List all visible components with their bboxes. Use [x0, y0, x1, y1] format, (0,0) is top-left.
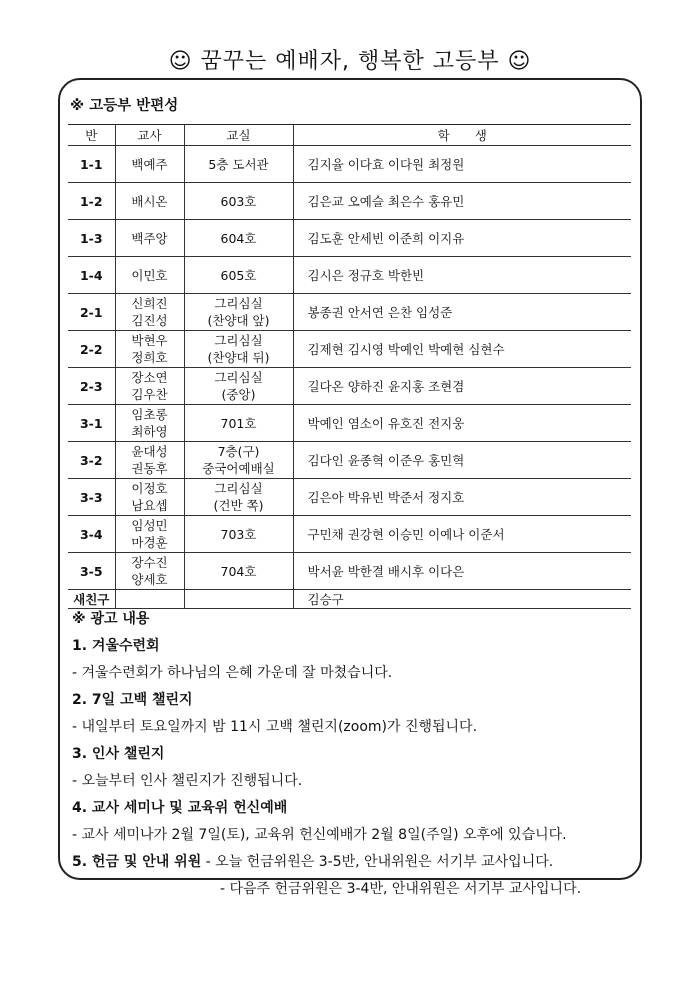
students-cell: 박서윤 박한결 배시후 이다은: [293, 553, 631, 590]
room-cell: 그리심실 (중앙): [184, 368, 293, 405]
col-header-students: 학 생: [293, 125, 631, 146]
room-cell: 그리심실 (찬양대 뒤): [184, 331, 293, 368]
ad-item-body: - 교사 세미나가 2월 7일(토), 교육위 헌신예배가 2월 8일(주일) 오후에 있습니다.: [72, 827, 567, 843]
col-header-room: 교실: [184, 125, 293, 146]
class-section-heading: ※ 고등부 반편성: [70, 98, 179, 114]
students-cell: 김도훈 안세빈 이준희 이지유: [293, 220, 631, 257]
room-cell: 그리심실 (찬양대 앞): [184, 294, 293, 331]
room-cell: 603호: [184, 183, 293, 220]
class-table: [68, 124, 631, 609]
students-cell: 구민채 권강현 이승민 이예나 이준서: [293, 516, 631, 553]
table-row: [68, 331, 631, 368]
room-cell: 5층 도서관: [184, 146, 293, 183]
class-cell: 3-3: [68, 479, 115, 516]
ad-item-body: - 오늘부터 인사 챌린지가 진행됩니다.: [72, 773, 303, 789]
table-row: [68, 220, 631, 257]
ad-item-body: - 겨울수련회가 하나님의 은혜 가운데 잘 마쳤습니다.: [72, 665, 393, 681]
table-row: [68, 442, 631, 479]
table-row: [68, 294, 631, 331]
teacher-cell: 이민호: [115, 257, 184, 294]
table-row: [68, 368, 631, 405]
table-row: [68, 479, 631, 516]
class-cell: 3-1: [68, 405, 115, 442]
table-row: [68, 405, 631, 442]
room-cell: 그리심실 (건반 쪽): [184, 479, 293, 516]
ad-item-5-line1: - 오늘 헌금위원은 3-5반, 안내위원은 서기부 교사입니다.: [201, 854, 554, 870]
teacher-cell: 이정호 남요셉: [115, 479, 184, 516]
table-row: [68, 516, 631, 553]
students-cell: 박예인 염소이 유호진 전지웅: [293, 405, 631, 442]
room-cell: 7층(구) 중국어예배실: [184, 442, 293, 479]
teacher-cell: 박현우 정희호: [115, 331, 184, 368]
ad-item-title: 4. 교사 세미나 및 교육위 헌신예배: [72, 800, 288, 816]
class-cell: 1-2: [68, 183, 115, 220]
ad-item-title: 3. 인사 챌린지: [72, 746, 165, 762]
class-cell: 3-4: [68, 516, 115, 553]
class-cell: 2-3: [68, 368, 115, 405]
room-cell: 605호: [184, 257, 293, 294]
ad-item-5: [72, 849, 637, 876]
table-row: [68, 257, 631, 294]
class-cell: 1-1: [68, 146, 115, 183]
class-cell: 1-3: [68, 220, 115, 257]
students-cell: 김은아 박유빈 박준서 정지호: [293, 479, 631, 516]
students-cell: 김승구: [293, 590, 631, 609]
ads-heading: ※ 광고 내용: [72, 611, 150, 627]
ad-item-5-title: 5. 헌금 및 안내 위원: [72, 854, 202, 870]
table-header-row: [68, 125, 631, 146]
students-cell: 김지율 이다효 이다원 최정원: [293, 146, 631, 183]
ad-item-5-line2: - 다음주 헌금위원은 3-4반, 안내위원은 서기부 교사입니다.: [220, 881, 582, 897]
class-cell: 새친구: [68, 590, 115, 609]
table-row: [68, 553, 631, 590]
col-header-teacher: 교사: [115, 125, 184, 146]
teacher-cell: 장소연 김우찬: [115, 368, 184, 405]
ad-item-title: 1. 겨울수련회: [72, 638, 160, 654]
students-cell: 김다인 윤종혁 이준우 홍민혁: [293, 442, 631, 479]
ad-item-title: 2. 7일 고백 챌린지: [72, 692, 193, 708]
ad-item-body: - 내일부터 토요일까지 밤 11시 고백 챌린지(zoom)가 진행됩니다.: [72, 719, 478, 735]
room-cell: 701호: [184, 405, 293, 442]
room-cell: 704호: [184, 553, 293, 590]
teacher-cell: 임성민 마경훈: [115, 516, 184, 553]
room-cell: 703호: [184, 516, 293, 553]
students-cell: 김은교 오예슬 최은수 홍유민: [293, 183, 631, 220]
class-cell: 2-1: [68, 294, 115, 331]
class-cell: 1-4: [68, 257, 115, 294]
room-cell: 604호: [184, 220, 293, 257]
students-cell: 길다온 양하진 윤지홍 조현겸: [293, 368, 631, 405]
teacher-cell: 장수진 양세호: [115, 553, 184, 590]
class-cell: 3-5: [68, 553, 115, 590]
teacher-cell: 백주앙: [115, 220, 184, 257]
students-cell: 김시은 정규호 박한빈: [293, 257, 631, 294]
table-row: [68, 146, 631, 183]
col-header-class: 반: [68, 125, 115, 146]
teacher-cell: 배시온: [115, 183, 184, 220]
teacher-cell: 윤대성 권동후: [115, 442, 184, 479]
page-title: ☺ 꿈꾸는 예배자, 행복한 고등부 ☺: [168, 49, 532, 74]
teacher-cell: 임초롱 최하영: [115, 405, 184, 442]
teacher-cell: 신희진 김진성: [115, 294, 184, 331]
table-row: [68, 183, 631, 220]
class-cell: 2-2: [68, 331, 115, 368]
ads-section: [72, 606, 637, 903]
teacher-cell: 백예주: [115, 146, 184, 183]
students-cell: 김제현 김시영 박예인 박예현 심현수: [293, 331, 631, 368]
students-cell: 봉종권 안서연 은찬 임성준: [293, 294, 631, 331]
class-cell: 3-2: [68, 442, 115, 479]
